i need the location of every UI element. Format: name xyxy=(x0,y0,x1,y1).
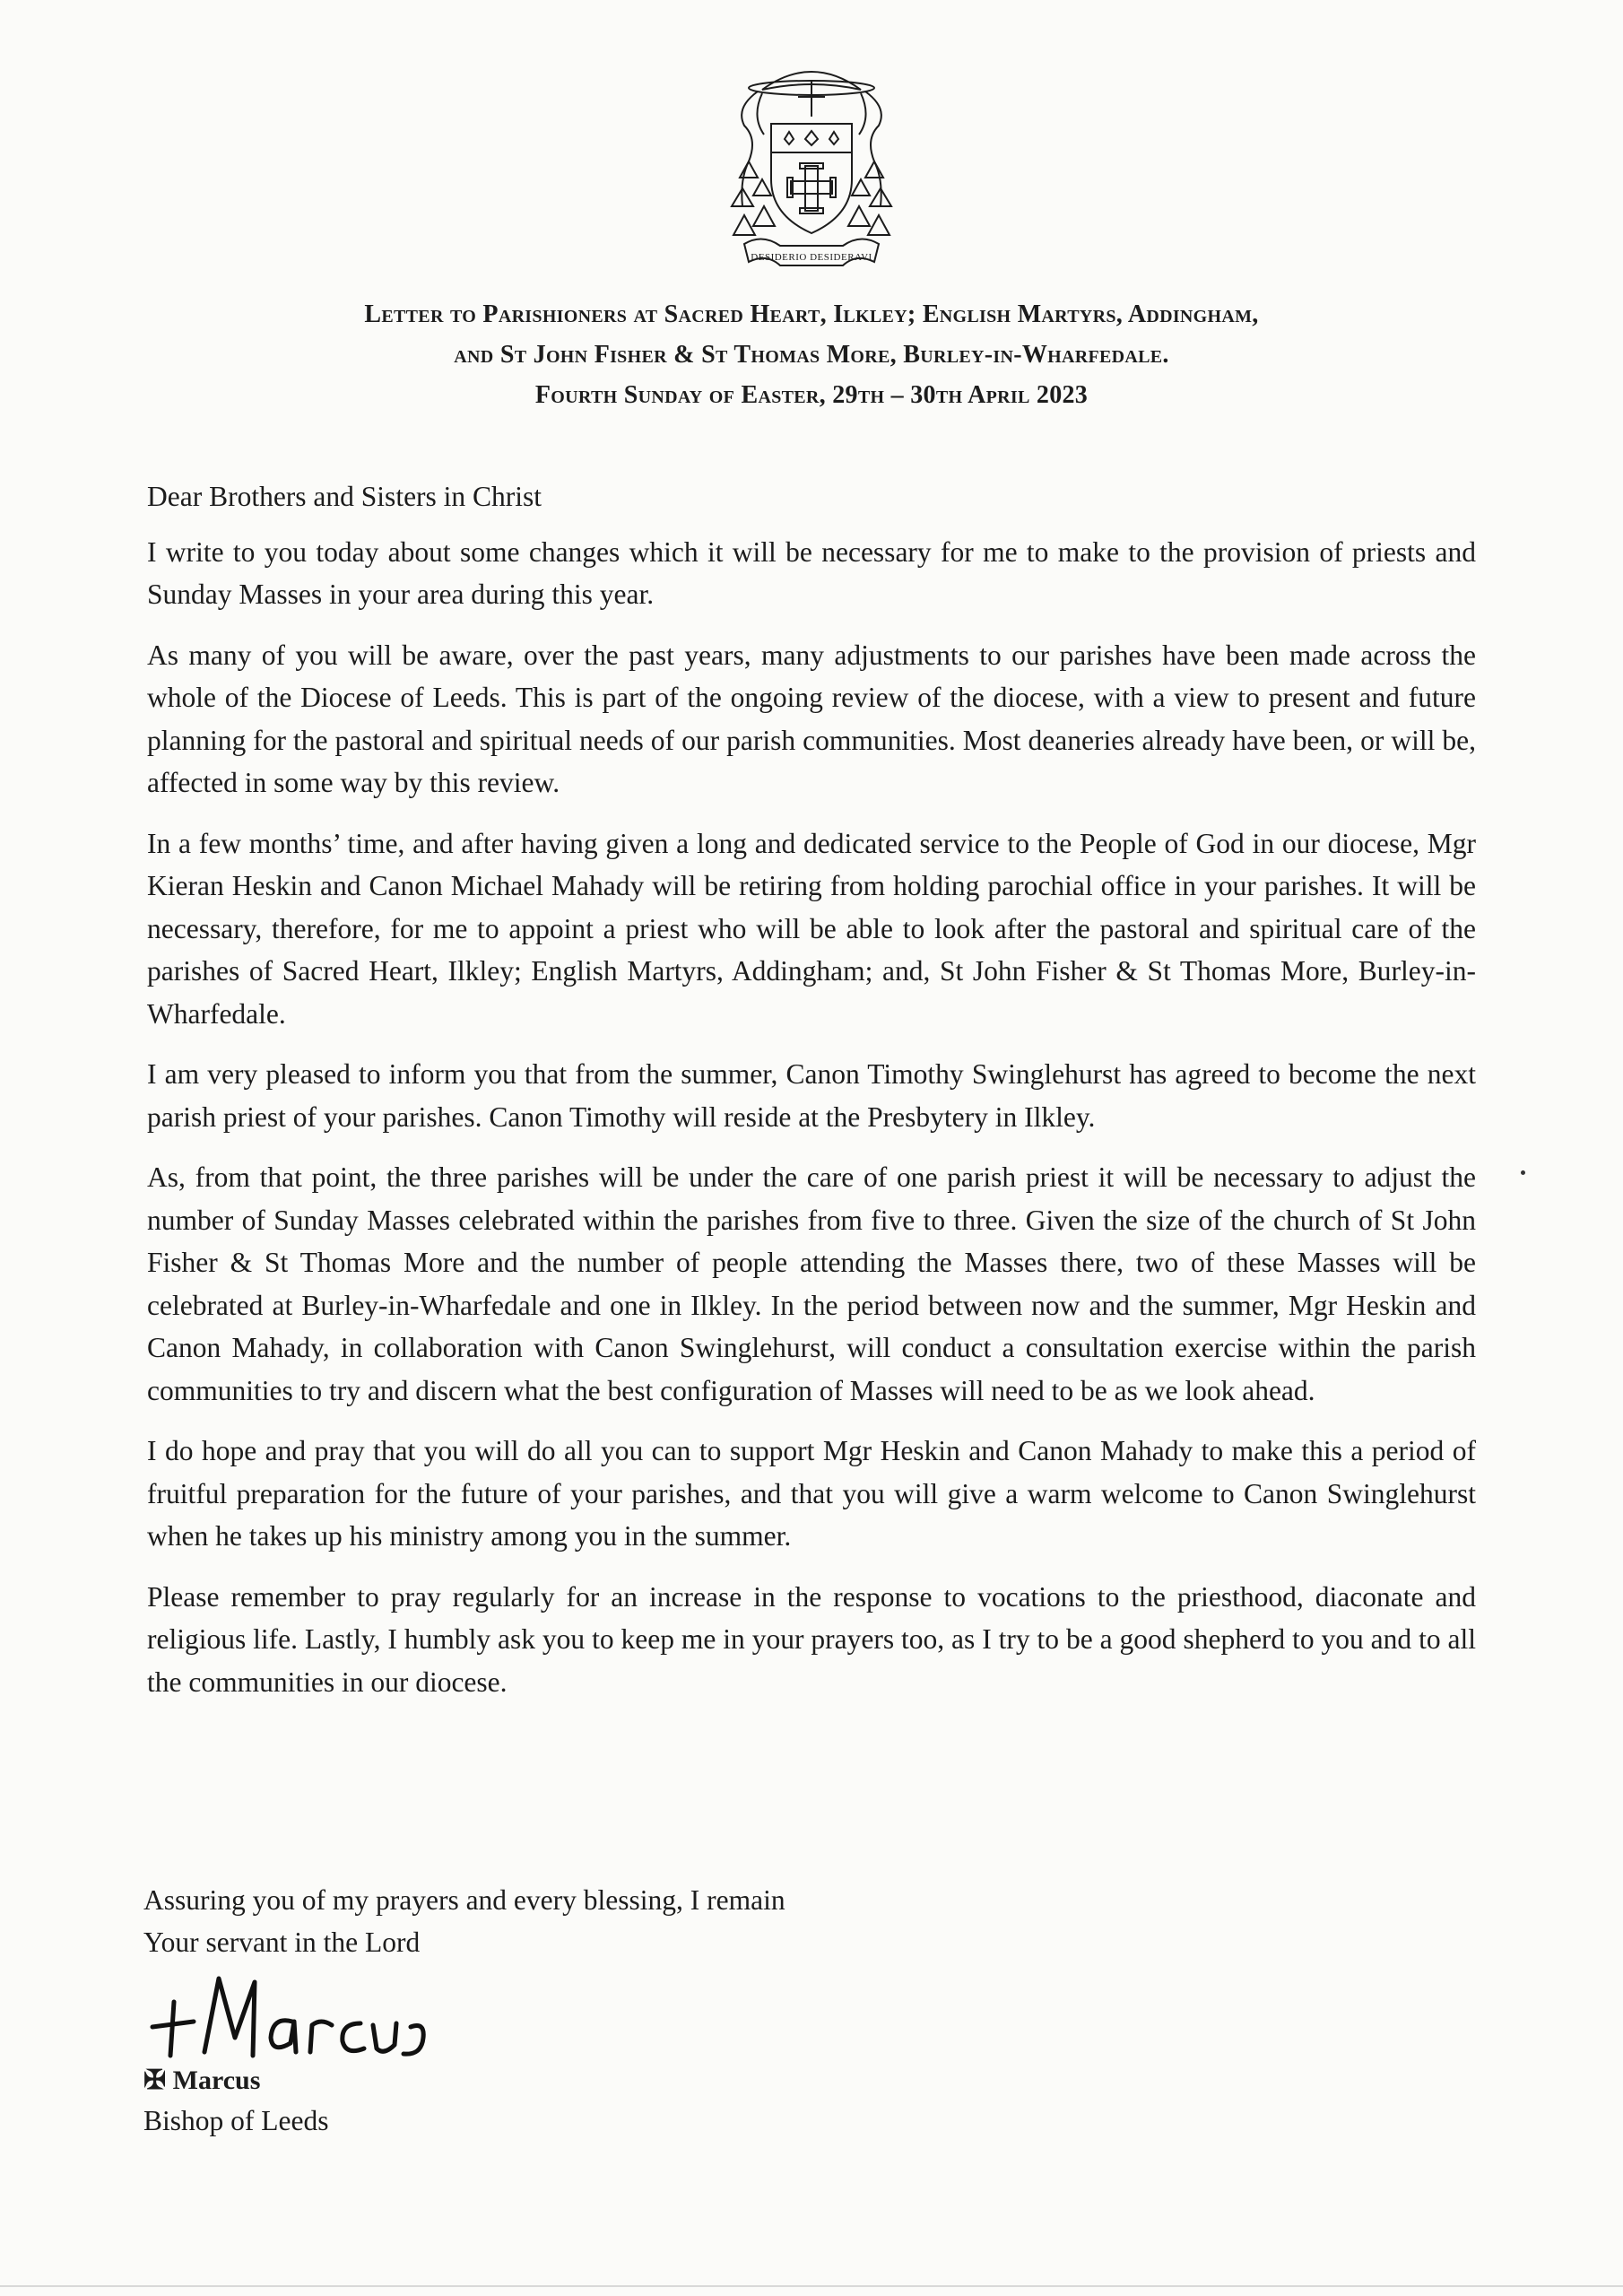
paragraph: As many of you will be aware, over the past years, many adjustments to our parishes have been made across the whole of the Diocese of Leeds. This is part of the ongoing review of the diocese, with a view to present and future planning for the pastoral and spiritual needs of our parish communities. Most deaneries already have been, or will be, affected in some way by this review. xyxy=(147,639,1476,798)
letter-body xyxy=(147,475,1476,1721)
paragraph: Please remember to pray regularly for an increase in the response to vocations to the priesthood, diaconate and religious life. Lastly, I humbly ask you to keep me in your prayers too, as I try to be a good shepherd to you and to all the communities in our diocese. xyxy=(147,1580,1476,1698)
sign-off xyxy=(143,1879,1040,1963)
salutation: Dear Brothers and Sisters in Christ xyxy=(147,481,542,512)
heading-line-2: and St John Fisher & St Thomas More, Burley-in-Wharfedale. xyxy=(454,341,1169,369)
handwritten-signature xyxy=(142,1966,447,2074)
heading-line-3: Fourth Sunday of Easter, 29th – 30th April 2023 xyxy=(534,381,1089,409)
signatory-title: Bishop of Leeds xyxy=(143,2105,329,2136)
heading-line-1: Letter to Parishioners at Sacred Heart, Ilkley; English Martyrs, Addingham, xyxy=(364,300,1259,328)
scan-speck xyxy=(1521,1170,1525,1175)
paragraph: I am very pleased to inform you that from the summer, Canon Timothy Swinglehurst has agreed to become the next parish priest of your parishes. Canon Timothy will reside at the Presbytery in Ilkley. xyxy=(147,1058,1476,1133)
scan-edge xyxy=(0,2285,1623,2287)
paragraph: As, from that point, the three parishes will be under the care of one parish priest it will be necessary to adjust the number of Sunday Masses celebrated within the parishes from five to three. Given the size of the church of St John Fisher & St Thomas More and the number of people attending the Masses there, two of these Masses will be celebrated at Burley-in-Wharfedale and one in Ilkley. In the period between now and the summer, Mgr Heskin and Canon Mahady, in collaboration with Canon Swinglehurst, will conduct a consultation exercise within the parish communities to try and discern what the best configuration of Masses will need to be as we look ahead. xyxy=(147,1161,1476,1406)
paragraph: In a few months’ time, and after having given a long and dedicated service to the People of God in our diocese, Mgr Kieran Heskin and Canon Michael Mahady will be retiring from holding parochial office in your parishes. It will be necessary, therefore, for me to appoint a priest who will be able to look after the pastoral and spiritual care of the parishes of Sacred Heart, Ilkley; English Martyrs, Addingham; and, St John Fisher & St Thomas More, Burley-in-Wharfedale. xyxy=(147,827,1476,1030)
closing-line: Assuring you of my prayers and every blessing, I remain xyxy=(143,1884,785,1916)
valediction: Your servant in the Lord xyxy=(143,1926,421,1958)
crest-motto: DESIDERIO DESIDERAVI xyxy=(751,252,872,263)
episcopal-coat-of-arms-icon xyxy=(708,54,915,278)
paragraph: I write to you today about some changes which it will be necessary for me to make to the provision of priests and Sunday Masses in your area during this year. xyxy=(147,535,1476,610)
letter-heading xyxy=(126,294,1497,415)
signatory-name: ✠ Marcus xyxy=(143,2066,261,2095)
paragraph: I do hope and pray that you will do all you can to support Mgr Heskin and Canon Mahady to make this a period of fruitful preparation for the future of your parishes, and that you will give a warm welcome to Canon Swinglehurst when he takes up his ministry among you in the summer. xyxy=(147,1435,1476,1552)
